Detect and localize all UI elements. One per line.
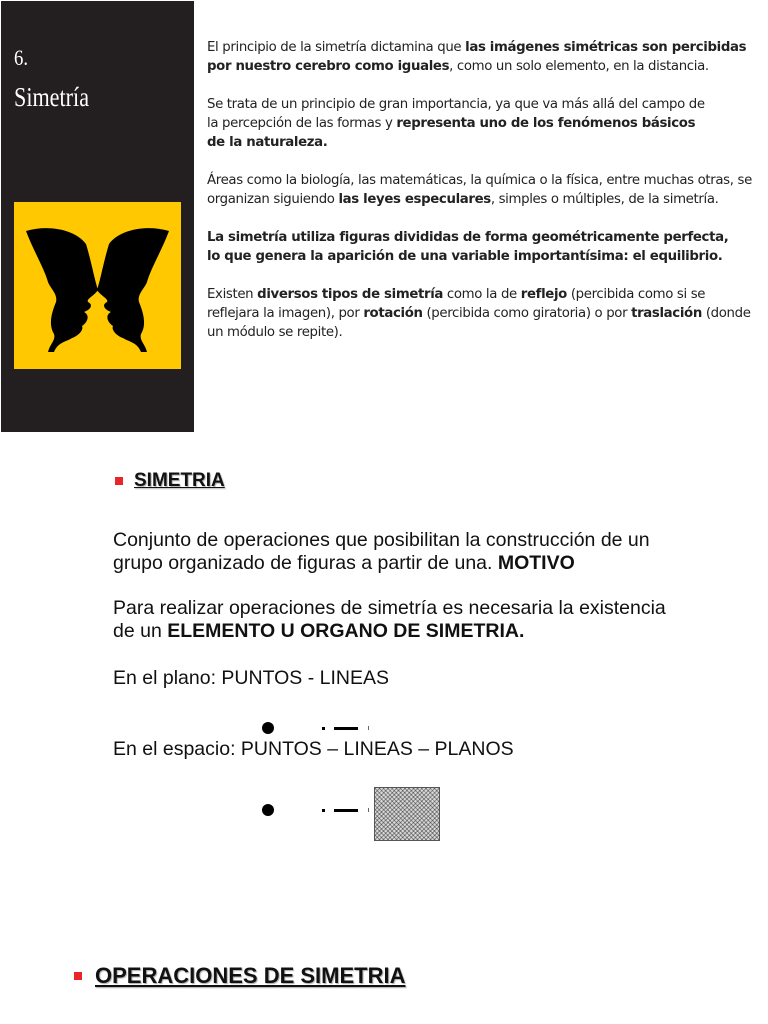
- tick-mark-icon: [368, 726, 369, 730]
- line-symbol-icon: [334, 727, 358, 730]
- butterfly-faces-image: [14, 202, 181, 369]
- intro-paragraph: Existen diversos tipos de simetría como la de reflejo (percibida como si se reflejara la imagen), por rotación (percibida como giratoria) o por traslación (donde un módulo se repite).: [207, 287, 751, 340]
- intro-paragraph: La simetría utiliza figuras divididas de forma geométricamente perfecta, lo que genera la aparición de una variable importantísima: el equilibrio.: [207, 230, 729, 264]
- tick-mark-icon: [368, 808, 369, 812]
- espacio-line: En el espacio: PUNTOS – LINEAS – PLANOS: [113, 738, 514, 760]
- point-symbol-icon: [262, 722, 274, 734]
- section-heading-simetria: SIMETRIA: [134, 470, 225, 491]
- chapter-title: Simetría: [14, 82, 90, 112]
- red-bullet-icon: [115, 477, 123, 485]
- intro-text: [207, 38, 757, 361]
- point-symbol-icon: [262, 804, 274, 816]
- butterfly-faces-icon: [14, 202, 181, 369]
- line-symbol-icon: [334, 809, 358, 812]
- red-bullet-icon: [74, 972, 82, 980]
- intro-paragraph: Se trata de un principio de gran importancia, ya que va más allá del campo de la percepción de las formas y representa uno de los fenómenos básicos de la naturaleza.: [207, 97, 705, 150]
- section-heading-operaciones: OPERACIONES DE SIMETRIA: [95, 963, 406, 988]
- intro-paragraph: Áreas como la biología, las matemáticas, la química o la física, entre muchas otras, se organizan siguiendo las leyes especulares, simples o múltiples, de la simetría.: [207, 173, 752, 207]
- small-point-icon: [322, 727, 325, 730]
- plane-symbol-icon: [374, 787, 440, 841]
- chapter-sidebar: [1, 1, 194, 432]
- small-point-icon: [322, 809, 325, 812]
- chapter-number: 6.: [14, 45, 29, 70]
- element-paragraph: Para realizar operaciones de simetría es necesaria la existencia de un ELEMENTO U ORGANO DE SIMETRIA.: [113, 597, 666, 642]
- plano-line: En el plano: PUNTOS - LINEAS: [113, 667, 390, 689]
- intro-paragraph: El principio de la simetría dictamina que las imágenes simétricas son percibidas por nuestro cerebro como iguales, como un solo elemento, en la distancia.: [207, 40, 747, 74]
- definition-paragraph: Conjunto de operaciones que posibilitan la construcción de un grupo organizado de figuras a partir de una. MOTIVO: [113, 529, 650, 574]
